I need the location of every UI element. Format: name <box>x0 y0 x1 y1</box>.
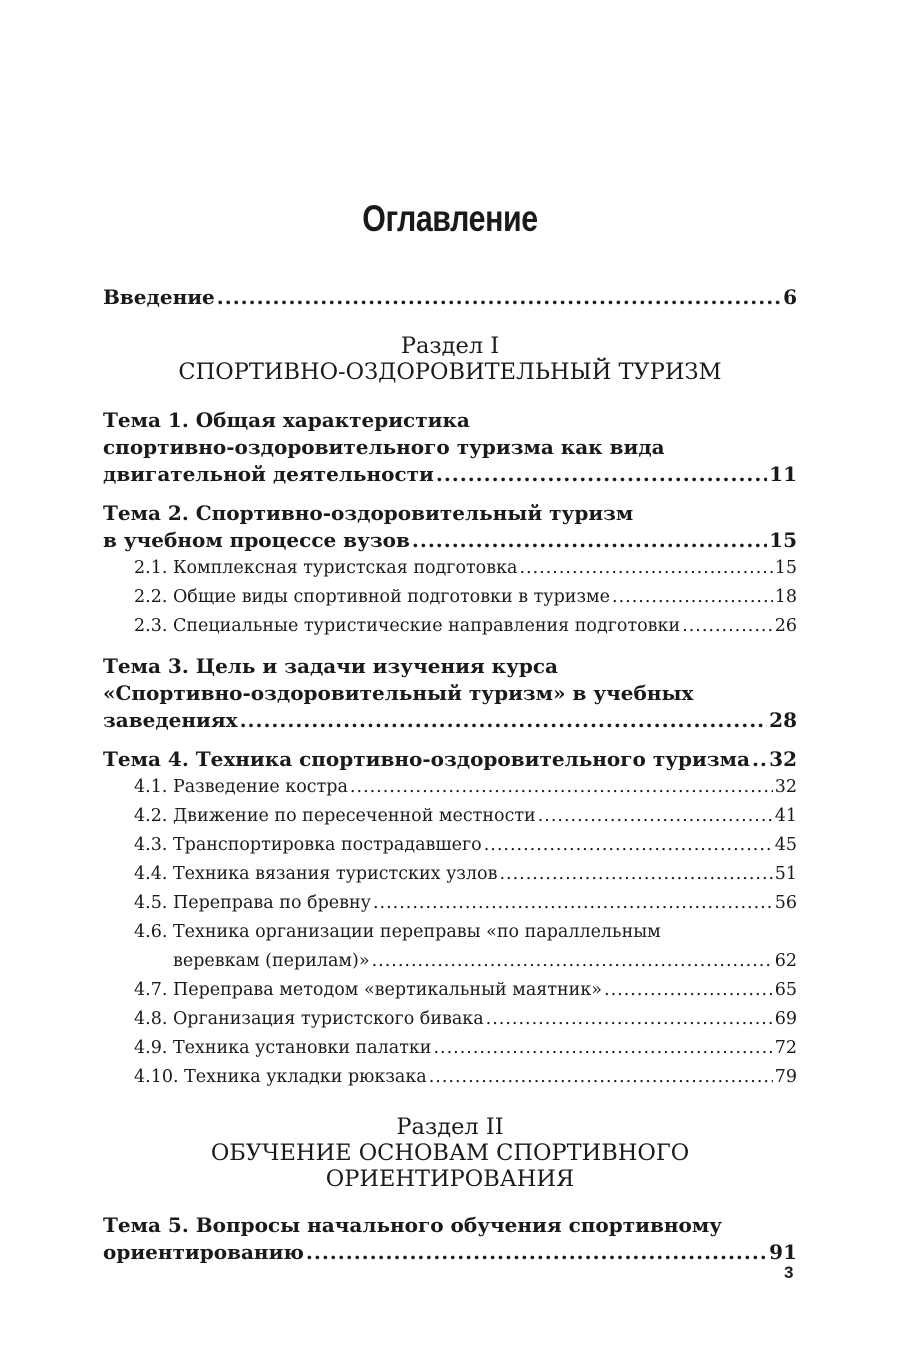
leader-dots <box>682 612 773 641</box>
section-title: ОРИЕНТИРОВАНИЯ <box>325 1166 575 1192</box>
toc-entry-page: 56 <box>774 893 797 913</box>
toc-entry-label: 2.1. Комплексная туристская подготовка <box>134 558 518 578</box>
toc-entry-page: 15 <box>774 558 797 578</box>
toc-entry-label: 4.8. Организация туристского бивака <box>134 1009 484 1029</box>
toc-subentry[interactable] <box>103 1063 797 1092</box>
leader-dots <box>373 889 773 918</box>
leader-dots <box>217 284 781 311</box>
leader-dots <box>486 1005 773 1034</box>
toc-entry-page: 11 <box>769 462 797 486</box>
leader-dots <box>752 746 767 773</box>
table-of-contents <box>103 284 797 1266</box>
page-title: Оглавление <box>362 198 538 239</box>
toc-entry-intro[interactable] <box>103 284 797 311</box>
topic-line: спортивно-оздоровительного туризма как вида <box>103 435 665 459</box>
toc-entry-label: 4.1. Разведение костра <box>134 777 348 797</box>
leader-dots <box>484 831 773 860</box>
topic-line: Тема 4. Техника спортивно-оздоровительного туризма <box>103 747 750 771</box>
toc-entry-page: 32 <box>769 747 797 771</box>
toc-entry-page: 69 <box>774 1009 797 1029</box>
toc-subentry[interactable] <box>103 802 797 831</box>
section-heading-1 <box>103 333 797 385</box>
toc-entry-label: 4.6. Техника организации переправы «по параллельным <box>134 922 661 942</box>
toc-entry-label: 4.3. Транспортировка пострадавшего <box>134 835 482 855</box>
toc-entry-page: 79 <box>774 1067 797 1087</box>
topic-line: Тема 1. Общая характеристика <box>103 408 470 432</box>
toc-entry-label: веревкам (перилам)» <box>173 951 370 971</box>
toc-entry-label: 4.10. Техника укладки рюкзака <box>134 1067 427 1087</box>
leader-dots <box>412 527 767 554</box>
toc-subentry[interactable] <box>103 583 797 612</box>
leader-dots <box>350 773 773 802</box>
toc-subentry[interactable] <box>103 831 797 860</box>
toc-subentry[interactable] <box>103 860 797 889</box>
toc-entry-page: 28 <box>769 708 797 732</box>
toc-entry-label: 2.2. Общие виды спортивной подготовки в туризме <box>134 587 610 607</box>
topic-line: заведениях <box>103 708 238 732</box>
toc-entry-page: 45 <box>774 835 797 855</box>
topic-line: «Спортивно-оздоровительный туризм» в учебных <box>103 681 694 705</box>
leader-dots <box>433 1034 772 1063</box>
toc-topic-1[interactable] <box>103 407 797 488</box>
toc-topic-5[interactable] <box>103 1212 797 1266</box>
topic-line: Тема 5. Вопросы начального обучения спортивному <box>103 1213 723 1237</box>
toc-subentry-continuation[interactable] <box>103 947 797 976</box>
topic-line: двигательной деятельности <box>103 462 434 486</box>
toc-entry-label: 4.4. Техника вязания туристских узлов <box>134 864 498 884</box>
section-title: ОБУЧЕНИЕ ОСНОВАМ СПОРТИВНОГО <box>210 1140 690 1166</box>
toc-subentry[interactable] <box>103 773 797 802</box>
topic-line: Тема 2. Спортивно-оздоровительный туризм <box>103 501 634 525</box>
section-name: Раздел I <box>400 333 500 359</box>
leader-dots <box>538 802 773 831</box>
toc-entry-page: 18 <box>774 587 797 607</box>
topic-line: Тема 3. Цель и задачи изучения курса <box>103 654 559 678</box>
toc-entry-page: 62 <box>774 951 797 971</box>
toc-entry-page: 91 <box>769 1240 797 1264</box>
leader-dots <box>240 707 768 734</box>
toc-subentry[interactable] <box>103 976 797 1005</box>
section-name: Раздел II <box>396 1114 504 1140</box>
toc-subentry[interactable] <box>103 918 797 947</box>
toc-entry-page: 72 <box>774 1038 797 1058</box>
toc-entry-label: 2.3. Специальные туристические направления подготовки <box>134 616 681 636</box>
toc-entry-label: 4.7. Переправа методом «вертикальный маятник» <box>134 980 602 1000</box>
toc-entry-page: 41 <box>774 806 797 826</box>
leader-dots <box>499 860 772 889</box>
toc-entry-label: 4.5. Переправа по бревну <box>134 893 371 913</box>
section-heading-2 <box>103 1114 797 1192</box>
toc-topic-4[interactable] <box>103 746 797 773</box>
topic-line: ориентированию <box>103 1240 304 1264</box>
leader-dots <box>612 583 773 612</box>
toc-entry-page: 65 <box>774 980 797 1000</box>
leader-dots <box>429 1063 773 1092</box>
toc-subentry[interactable] <box>103 1005 797 1034</box>
toc-entry-page: 6 <box>783 285 797 309</box>
section-title: СПОРТИВНО-ОЗДОРОВИТЕЛЬНЫЙ ТУРИЗМ <box>178 359 722 385</box>
leader-dots <box>604 976 773 1005</box>
toc-entry-label: 4.2. Движение по пересеченной местности <box>134 806 536 826</box>
toc-subentry[interactable] <box>103 889 797 918</box>
leader-dots <box>519 554 772 583</box>
toc-entry-page: 51 <box>774 864 797 884</box>
toc-subentry[interactable] <box>103 612 797 641</box>
toc-entry-page: 26 <box>774 616 797 636</box>
toc-entry-label: 4.9. Техника установки палатки <box>134 1038 432 1058</box>
leader-dots <box>306 1239 767 1266</box>
leader-dots <box>372 947 773 976</box>
page-number: 3 <box>784 1263 794 1282</box>
toc-topic-3[interactable] <box>103 653 797 734</box>
toc-entry-label: Введение <box>103 285 215 309</box>
toc-entry-page: 32 <box>774 777 797 797</box>
toc-topic-2[interactable] <box>103 500 797 554</box>
toc-subentry[interactable] <box>103 554 797 583</box>
topic-line: в учебном процессе вузов <box>103 528 410 552</box>
toc-subentry[interactable] <box>103 1034 797 1063</box>
leader-dots <box>436 461 767 488</box>
toc-entry-page: 15 <box>769 528 797 552</box>
